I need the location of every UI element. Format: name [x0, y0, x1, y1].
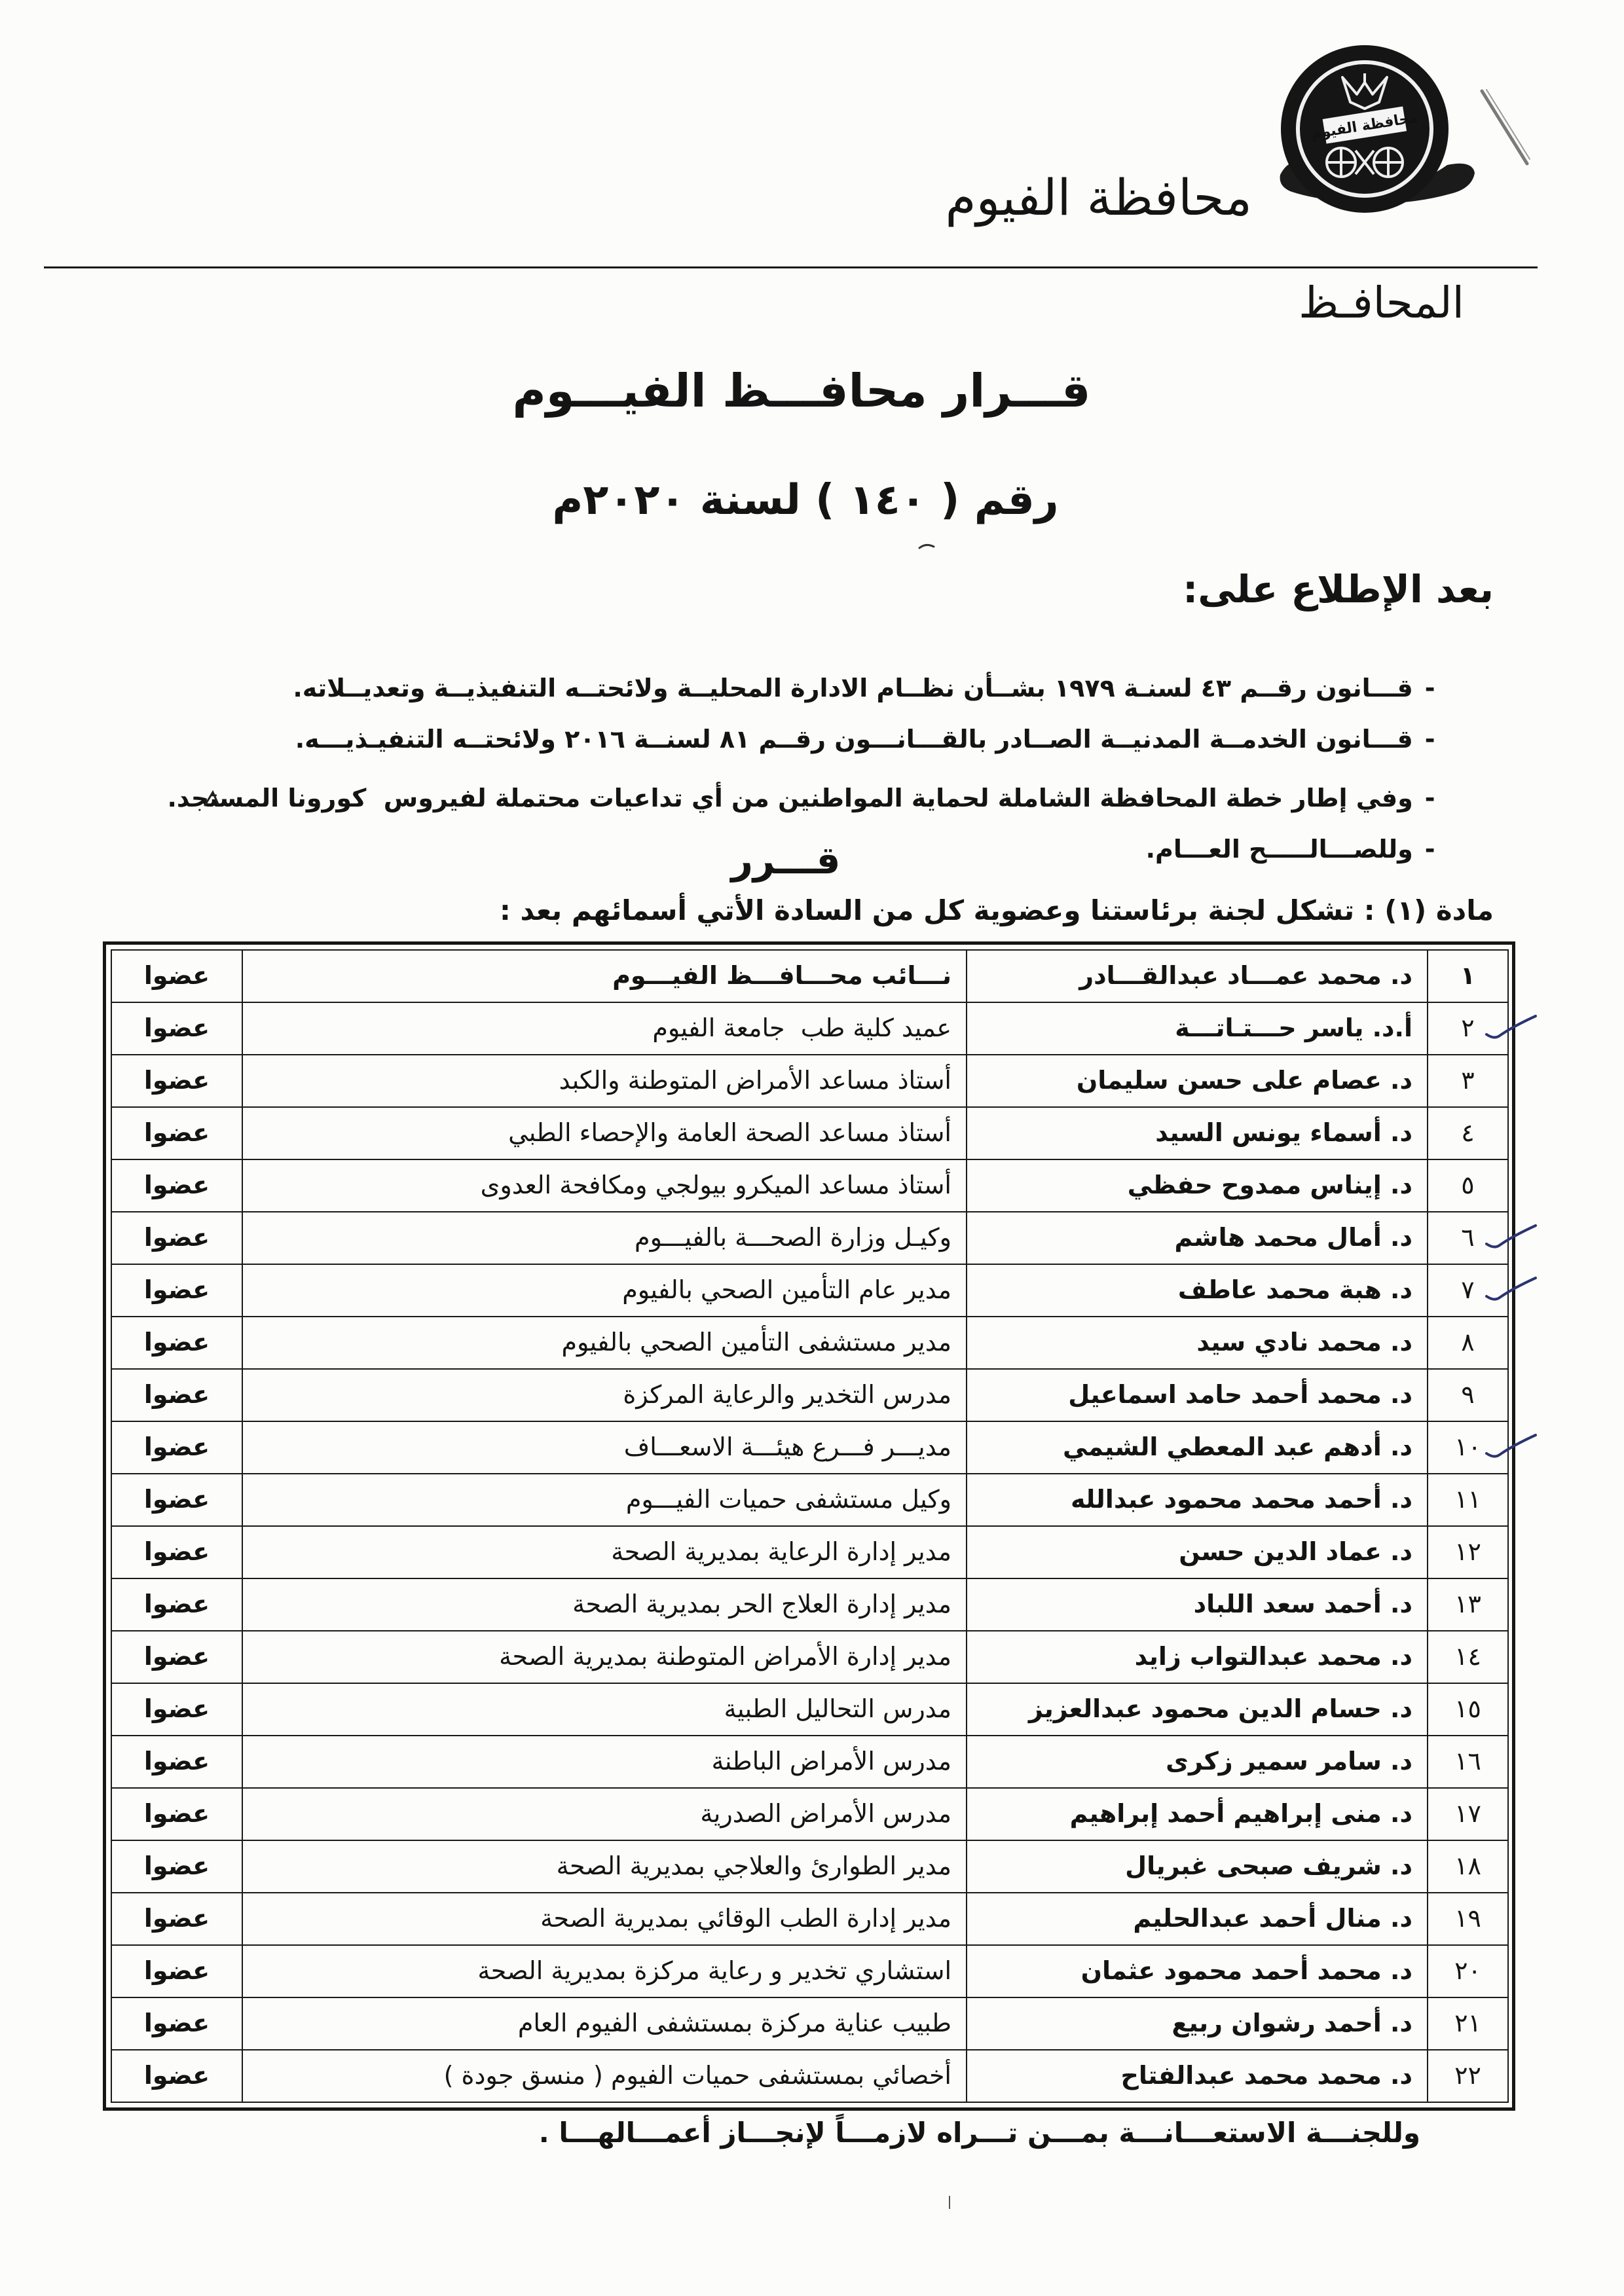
committee-table-frame [103, 941, 1515, 2111]
member-name: د. أسماء يونس السيد [967, 1107, 1428, 1159]
handwritten-check-marks [1473, 995, 1545, 1480]
row-number: ٩ [1428, 1369, 1508, 1421]
member-role: عضوا [111, 1526, 242, 1578]
committee-row [111, 1212, 1508, 1264]
member-name: د. منال أحمد عبدالحليم [967, 1893, 1428, 1945]
closing-statement: وللجنـــة الاستعـــانـــة بمـــن تـــراه لازمـــاً لإنجـــاز أعمـــالهـــا . [538, 2117, 1420, 2149]
member-title: مدير إدارة الأمراض المتوطنة بمديرية الصحة [242, 1631, 967, 1683]
check-mark [1486, 1226, 1536, 1247]
bullet-dash: - [1424, 674, 1435, 702]
member-title: وكيـل وزارة الصحـــة بالفيـــوم [242, 1212, 967, 1264]
member-name: د. أحمد رشوان ربيع [967, 1997, 1428, 2050]
member-role: عضوا [111, 950, 242, 1002]
committee-row [111, 1683, 1508, 1736]
member-title: أستاذ مساعد الصحة العامة والإحصاء الطبي [242, 1107, 967, 1159]
member-role: عضوا [111, 1840, 242, 1893]
member-role: عضوا [111, 1631, 242, 1683]
preamble-heading: بعد الإطلاع على: [1183, 567, 1494, 611]
member-name: أ.د. ياسر حـــتـاتـــة [967, 1002, 1428, 1055]
member-title: استشاري تخدير و رعاية مركزة بمديرية الصحة [242, 1945, 967, 1997]
check-mark [1486, 1016, 1536, 1038]
preamble-item [295, 684, 1452, 754]
header-divider [44, 266, 1538, 268]
member-name: د. منى إبراهيم أحمد إبراهيم [967, 1788, 1428, 1840]
row-number: ١٦ [1428, 1736, 1508, 1788]
member-title: مدير إدارة الرعاية بمديرية الصحة [242, 1526, 967, 1578]
committee-row [111, 1997, 1508, 2050]
office-title: المحافـظ [1299, 278, 1464, 328]
committee-row [111, 1002, 1508, 1055]
committee-row [111, 950, 1508, 1002]
member-role: عضوا [111, 1683, 242, 1736]
member-title: مديـــر فـــرع هيئـــة الاسعـــاف [242, 1421, 967, 1474]
committee-row [111, 1369, 1508, 1421]
member-title: وكيل مستشفى حميات الفيـــوم [242, 1474, 967, 1526]
row-number: ٢٢ [1428, 2050, 1508, 2102]
member-role: عضوا [111, 1945, 242, 1997]
row-number: ١٤ [1428, 1631, 1508, 1683]
committee-row [111, 1421, 1508, 1474]
row-number: ٧ [1428, 1264, 1508, 1317]
member-title: أخصائي بمستشفى حميات الفيوم ( منسق جودة ) [242, 2050, 967, 2102]
decision-heading: قـــرر [731, 838, 841, 883]
bullet-dash: - [1424, 725, 1435, 754]
row-number: ١١ [1428, 1474, 1508, 1526]
member-role: عضوا [111, 2050, 242, 2102]
member-name: د. أمال محمد هاشم [967, 1212, 1428, 1264]
seal-text: محافظة الفيوم [1310, 109, 1420, 143]
member-role: عضوا [111, 1736, 242, 1788]
row-number: ١ [1428, 950, 1508, 1002]
preamble-item-text: قـــانون رقــم ٤٣ لسنـة ١٩٧٩ بشــأن نظــام الادارة المحليــة ولائحتــه التنفيذيــة وتعديــلاته. [293, 674, 1413, 702]
row-number: ٢ [1428, 1002, 1508, 1055]
row-number: ١٣ [1428, 1578, 1508, 1631]
governorate-seal [1264, 34, 1480, 230]
bullet-dash: - [1424, 835, 1435, 864]
committee-row [111, 1264, 1508, 1317]
member-role: عضوا [111, 1002, 242, 1055]
member-role: عضوا [111, 1788, 242, 1840]
member-name: د. محمد نادي سيد [967, 1317, 1428, 1369]
governorate-name: محافظة الفيوم [945, 168, 1252, 227]
member-name: د. محمد عمـــاد عبدالقـــادر [967, 950, 1428, 1002]
member-name: د. هبة محمد عاطف [967, 1264, 1428, 1317]
member-role: عضوا [111, 1997, 242, 2050]
row-number: ٣ [1428, 1055, 1508, 1107]
committee-row [111, 1945, 1508, 1997]
preamble-item-text: قـــانون الخدمــة المدنيــة الصــادر بالقـــانـــون رقــم ٨١ لسنــة ٢٠١٦ ولائحتــه التنفيـذيـــه. [295, 725, 1413, 754]
committee-rows [111, 950, 1508, 2102]
committee-row [111, 1893, 1508, 1945]
preamble-item-text: وفي إطار خطة المحافظة الشاملة لحماية المواطنين من أي تداعيات محتملة لفيروس كورونا المستجد. [167, 784, 1413, 812]
pen-mark [200, 786, 226, 812]
committee-row [111, 1107, 1508, 1159]
row-number: ٨ [1428, 1317, 1508, 1369]
decree-number: رقم ( ١٤٠ ) لسنة ٢٠٢٠م [552, 476, 1059, 524]
preamble-item [1145, 794, 1452, 864]
row-number: ١٧ [1428, 1788, 1508, 1840]
member-name: د. أحمد سعد اللباد [967, 1578, 1428, 1631]
row-number: ١٩ [1428, 1893, 1508, 1945]
member-name: د. أدهم عبد المعطي الشيمي [967, 1421, 1428, 1474]
committee-row [111, 1474, 1508, 1526]
committee-table [111, 949, 1509, 2103]
preamble-item-text: وللصـــالـــــح العـــام. [1145, 835, 1413, 864]
member-role: عضوا [111, 1317, 242, 1369]
member-title: مدير مستشفى التأمين الصحي بالفيوم [242, 1317, 967, 1369]
member-role: عضوا [111, 1421, 242, 1474]
committee-row [111, 2050, 1508, 2102]
scan-speck [943, 2193, 956, 2213]
committee-row [111, 1159, 1508, 1212]
member-title: مدرس التخدير والرعاية المركزة [242, 1369, 967, 1421]
member-name: د. محمد أحمد محمود عثمان [967, 1945, 1428, 1997]
member-title: مدرس الأمراض الباطنة [242, 1736, 967, 1788]
row-number: ٢١ [1428, 1997, 1508, 2050]
member-title: أستاذ مساعد الأمراض المتوطنة والكبد [242, 1055, 967, 1107]
member-name: د. محمد عبدالتواب زايد [967, 1631, 1428, 1683]
check-mark [1486, 1278, 1536, 1300]
member-title: مدرس الأمراض الصدرية [242, 1788, 967, 1840]
row-number: ١٢ [1428, 1526, 1508, 1578]
member-name: د. أحمد محمد محمود عبدالله [967, 1474, 1428, 1526]
row-number: ٦ [1428, 1212, 1508, 1264]
member-title: عميد كلية طب جامعة الفيوم [242, 1002, 967, 1055]
member-role: عضوا [111, 1893, 242, 1945]
committee-row [111, 1631, 1508, 1683]
committee-row [111, 1736, 1508, 1788]
preamble-item [167, 743, 1452, 812]
row-number: ٥ [1428, 1159, 1508, 1212]
member-name: د. محمد محمد عبدالفتاح [967, 2050, 1428, 2102]
pencil-stroke [1473, 82, 1539, 173]
member-title: أستاذ مساعد الميكرو بيولجي ومكافحة العدوى [242, 1159, 967, 1212]
preamble-item [293, 633, 1452, 702]
member-name: د. حسام الدين محمود عبدالعزيز [967, 1683, 1428, 1736]
member-title: مدير إدارة الطب الوقائي بمديرية الصحة [242, 1893, 967, 1945]
member-name: د. سامر سمير زكرى [967, 1736, 1428, 1788]
member-name: د. إيناس ممدوح حفظي [967, 1159, 1428, 1212]
member-role: عضوا [111, 1159, 242, 1212]
member-title: نـــائب محـــافـــظ الفيـــوم [242, 950, 967, 1002]
member-role: عضوا [111, 1578, 242, 1631]
committee-row [111, 1055, 1508, 1107]
row-number: ١٥ [1428, 1683, 1508, 1736]
article-1: مادة (١) : تشكل لجنة برئاستنا وعضوية كل من السادة الأتي أسمائهم بعد : [500, 894, 1494, 926]
pen-mark [917, 540, 936, 553]
row-number: ٢٠ [1428, 1945, 1508, 1997]
bullet-dash: - [1424, 784, 1435, 812]
member-role: عضوا [111, 1107, 242, 1159]
committee-row [111, 1317, 1508, 1369]
member-name: د. محمد أحمد حامد اسماعيل [967, 1369, 1428, 1421]
member-title: مدير إدارة العلاج الحر بمديرية الصحة [242, 1578, 967, 1631]
committee-row [111, 1840, 1508, 1893]
member-role: عضوا [111, 1474, 242, 1526]
member-role: عضوا [111, 1264, 242, 1317]
member-title: مدير عام التأمين الصحي بالفيوم [242, 1264, 967, 1317]
member-name: د. شريف صبحى غبريال [967, 1840, 1428, 1893]
row-number: ١٠ [1428, 1421, 1508, 1474]
row-number: ٤ [1428, 1107, 1508, 1159]
member-role: عضوا [111, 1212, 242, 1264]
committee-row [111, 1788, 1508, 1840]
member-name: د. عصام على حسن سليمان [967, 1055, 1428, 1107]
member-name: د. عماد الدين حسن [967, 1526, 1428, 1578]
row-number: ١٨ [1428, 1840, 1508, 1893]
committee-row [111, 1578, 1508, 1631]
committee-row [111, 1526, 1508, 1578]
member-role: عضوا [111, 1055, 242, 1107]
member-title: مدير الطوارئ والعلاجي بمديرية الصحة [242, 1840, 967, 1893]
member-title: طبيب عناية مركزة بمستشفى الفيوم العام [242, 1997, 967, 2050]
check-mark [1486, 1435, 1536, 1457]
member-role: عضوا [111, 1369, 242, 1421]
member-title: مدرس التحاليل الطبية [242, 1683, 967, 1736]
decree-title: قـــرار محافـــظ الفيـــوم [512, 364, 1091, 418]
